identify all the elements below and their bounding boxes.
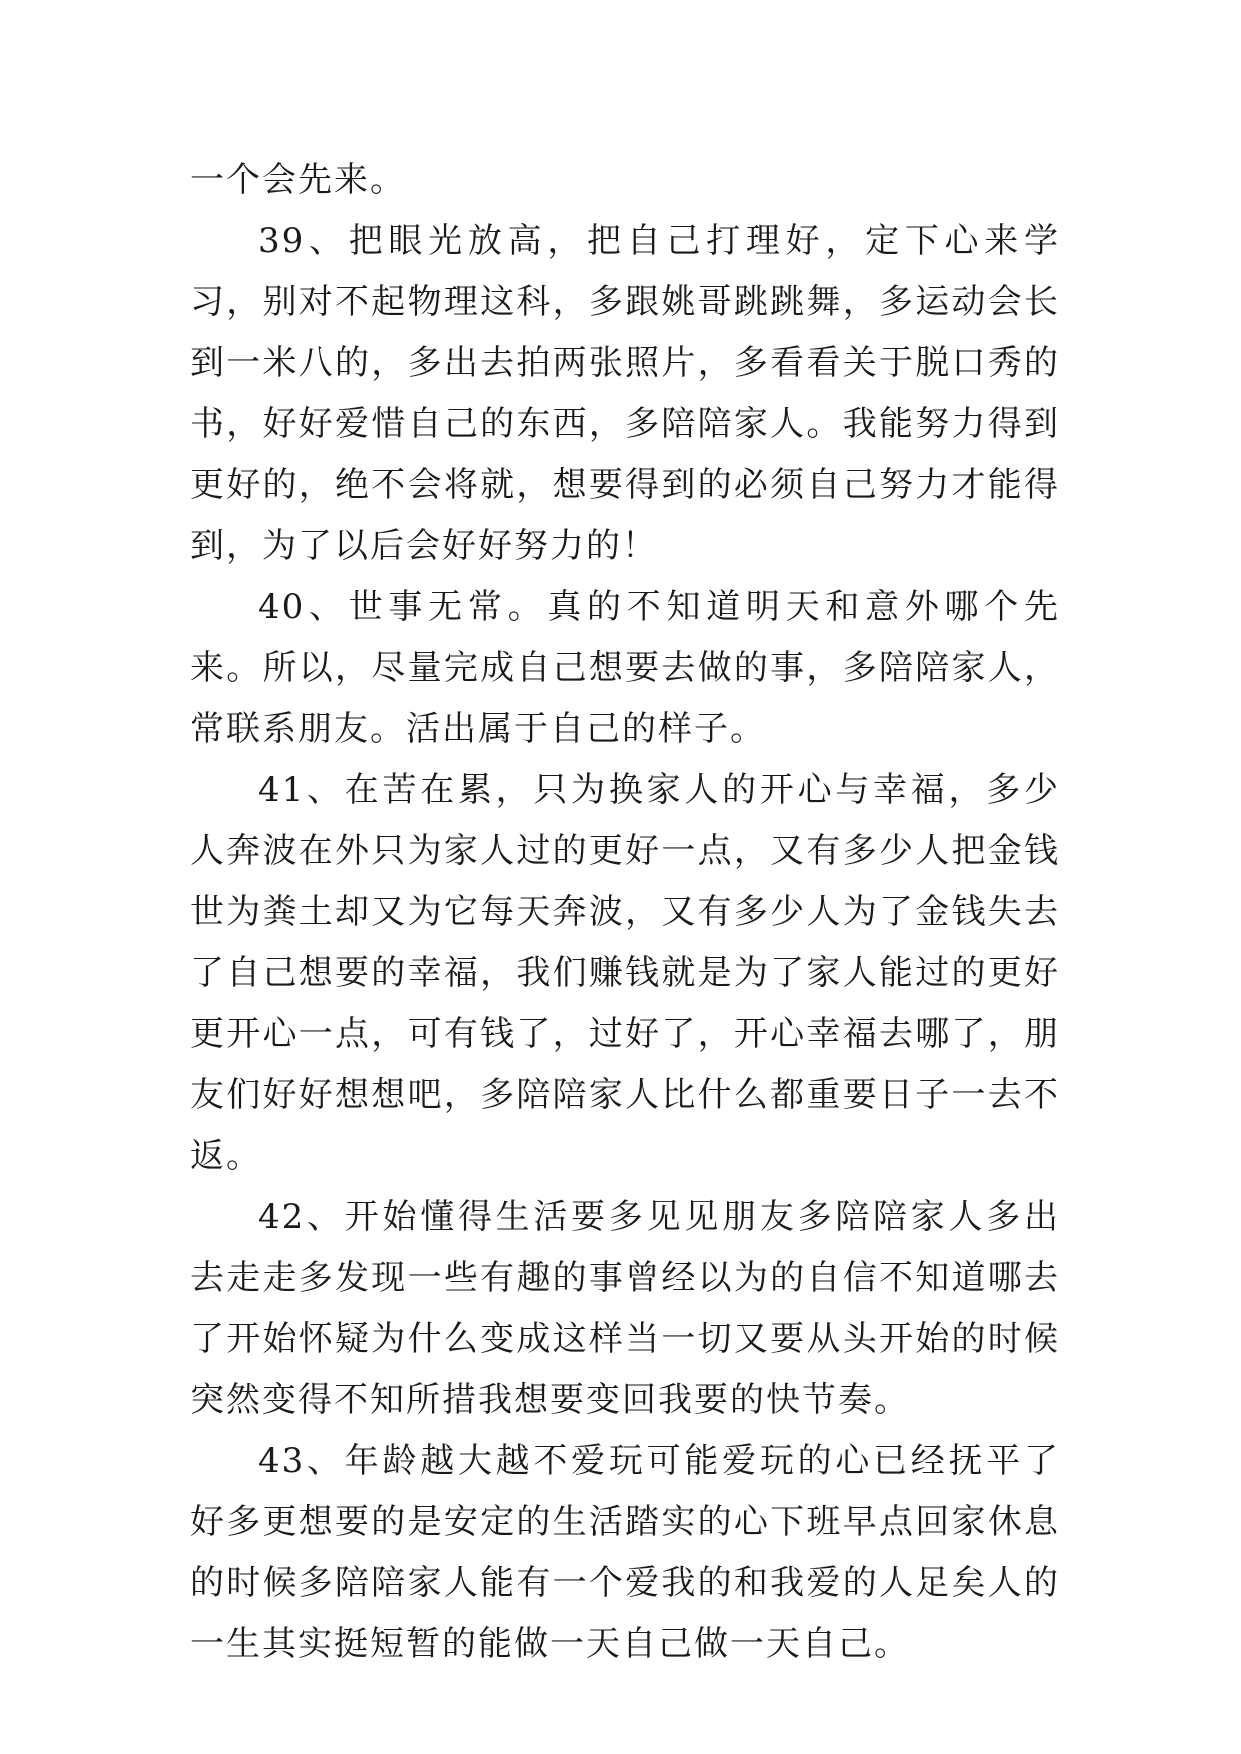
paragraph-42: 42、开始懂得生活要多见见朋友多陪陪家人多出去走走多发现一些有趣的事曾经以为的自信不知道哪去了开始怀疑为什么变成这样当一切又要从头开始的时候突然变得不知所措我想要变回我要的快节奏。 — [190, 1197, 1060, 1420]
document-body — [190, 150, 1060, 1675]
paragraph-continuation: 一个会先来。 — [190, 160, 406, 200]
paragraph-40: 40、世事无常。真的不知道明天和意外哪个先来。所以，尽量完成自己想要去做的事，多陪陪家人，常联系朋友。活出属于自己的样子。 — [190, 587, 1060, 749]
paragraph-39: 39、把眼光放高，把自己打理好，定下心来学习，别对不起物理这科，多跟姚哥跳跳舞，多运动会长到一米八的，多出去拍两张照片，多看看关于脱口秀的书，好好爱惜自己的东西，多陪陪家人。我能努力得到更好的，绝不会将就，想要得到的必须自己努力才能得到，为了以后会好好努力的！ — [190, 221, 1060, 566]
paragraph-43: 43、年龄越大越不爱玩可能爱玩的心已经抚平了好多更想要的是安定的生活踏实的心下班早点回家休息的时候多陪陪家人能有一个爱我的和我爱的人足矣人的一生其实挺短暂的能做一天自己做一天自己。 — [190, 1441, 1060, 1664]
paragraph-41: 41、在苦在累，只为换家人的开心与幸福，多少人奔波在外只为家人过的更好一点，又有多少人把金钱世为粪土却又为它每天奔波，又有多少人为了金钱失去了自己想要的幸福，我们赚钱就是为了家人能过的更好更开心一点，可有钱了，过好了，开心幸福去哪了，朋友们好好想想吧，多陪陪家人比什么都重要日子一去不返。 — [190, 770, 1060, 1176]
